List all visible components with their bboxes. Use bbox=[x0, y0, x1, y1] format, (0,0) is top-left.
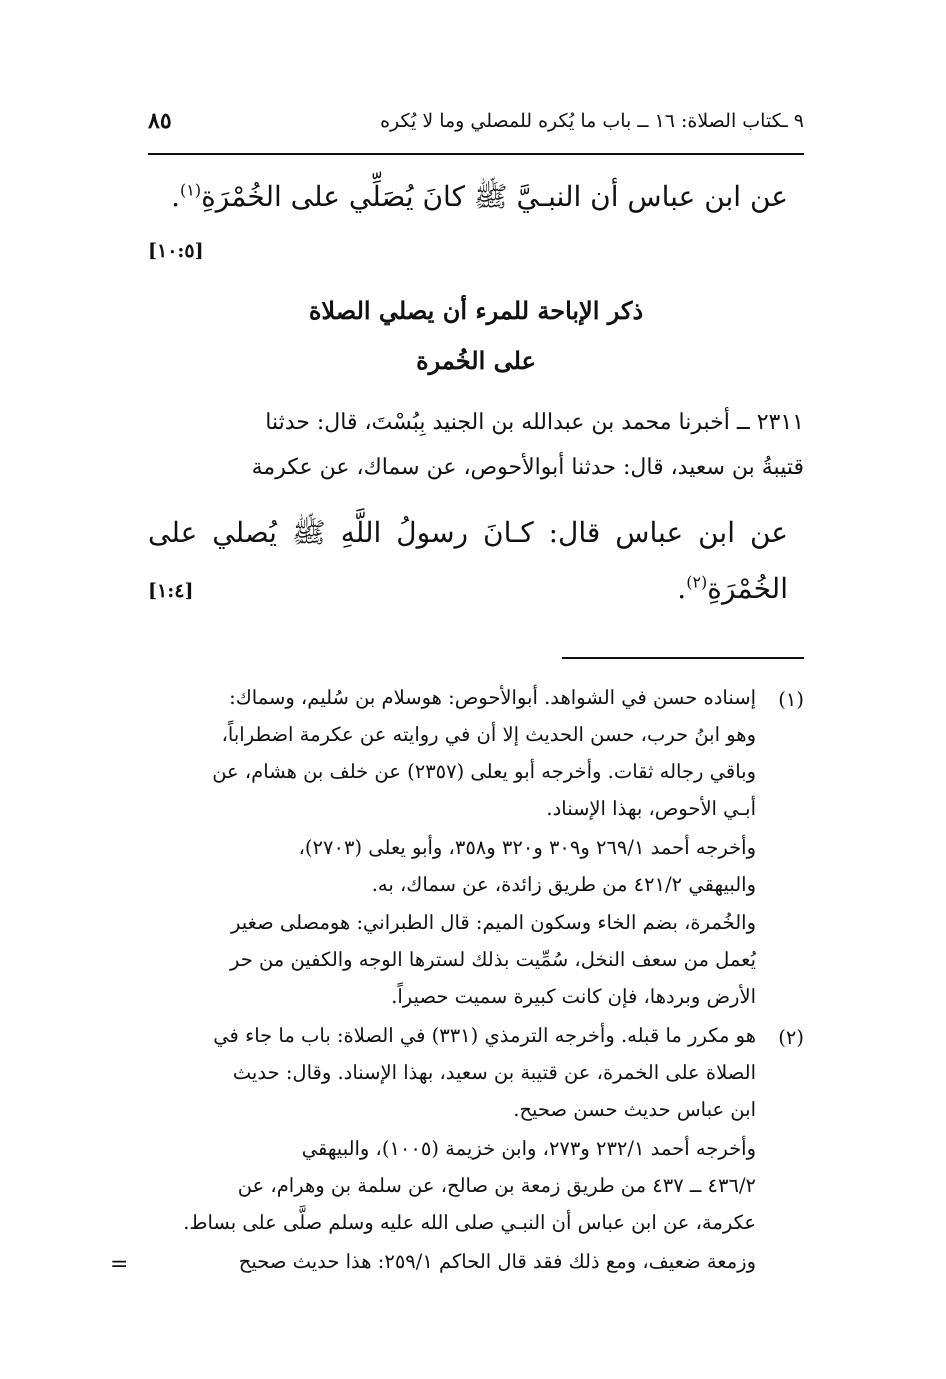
footnote-1-line-5: وأخرجه أحمد ٢٦٩/١ و٣٠٩ و٣٢٠ و٣٥٨، وأبو يعلى (٢٧٠٣)، bbox=[298, 836, 756, 859]
isnad-line-2: قتيبةُ بن سعيد، قال: حدثنا أبوالأحوص، عن سماك، عن عكرمة bbox=[251, 455, 804, 480]
footnote-1-mark: (١) bbox=[778, 688, 804, 711]
isnad-line-1: ٢٣١١ ــ أخبرنا محمد بن عبدالله بن الجنيد بِبُسْتَ، قال: حدثنا bbox=[265, 410, 804, 435]
footnote-1-line-1: إسناده حسن في الشواهد. أبوالأحوص: هوسلام بن سُليم، وسماك: bbox=[229, 686, 756, 709]
footnote-2-line-7: وزمعة ضعيف، ومع ذلك فقد قال الحاكم ٢٥٩/١: هذا حديث صحيح bbox=[238, 1250, 756, 1273]
footnote-ref-1: (١) bbox=[180, 180, 202, 200]
footnote-1-line-9: الأرض وبردها، فإن كانت كبيرة سميت حصيراً. bbox=[391, 985, 756, 1008]
footnote-2-line-5: ٤٣٦/٢ ــ ٤٣٧ من طريق زمعة بن صالح، عن سلمة بن وهرام، عن bbox=[237, 1174, 756, 1197]
matn-end: . bbox=[677, 572, 687, 605]
footnote-1-line-7: والخُمرة، بضم الخاء وسكون الميم: قال الطبراني: هومصلى صغير bbox=[231, 911, 756, 934]
running-header bbox=[148, 108, 804, 148]
previous-hadith-reference: [١٠:٥] bbox=[148, 240, 204, 262]
page-number: ٨٥ bbox=[148, 108, 172, 134]
footnote-2-line-1: هو مكرر ما قبله. وأخرجه الترمذي (٣٣١) في الصلاة: باب ما جاء في bbox=[213, 1024, 756, 1047]
footnote-separator bbox=[562, 657, 804, 659]
footnote-1-line-8: يُعمل من سعف النخل، سُمِّيت بذلك لسترها الوجه والكفين من حر bbox=[229, 948, 756, 971]
matn-line-2-text: الخُمْرَةِ bbox=[707, 572, 788, 605]
footnote-ref-2: (٢) bbox=[686, 572, 708, 592]
running-title: ٩ ـكتاب الصلاة: ١٦ ــ باب ما يُكره للمصلي وما لا يُكره bbox=[380, 110, 804, 132]
matn-line-2 bbox=[148, 572, 788, 605]
footnote-1-line-6: والبيهقي ٤٢١/٢ من طريق زائدة، عن سماك، به. bbox=[371, 873, 756, 896]
footnote-2-line-2: الصلاة على الخمرة، عن قتيبة بن سعيد، بهذا الإسناد. وقال: حديث bbox=[232, 1061, 756, 1084]
footnote-2-mark: (٢) bbox=[778, 1026, 804, 1049]
matn-line-1: عن ابن عباس قال: كـانَ رسولُ اللَّهِ ﷺ يُصلي على bbox=[148, 516, 788, 549]
section-title-line-1: ذكر الإباحة للمرء أن يصلي الصلاة bbox=[308, 296, 644, 325]
footnote-1-line-3: وباقي رجاله ثقات. وأخرجه أبو يعلى (٢٣٥٧) عن خلف بن هشام، عن bbox=[212, 760, 756, 783]
footnote-1-line-4: أبـي الأحوص، بهذا الإسناد. bbox=[546, 797, 756, 820]
previous-hadith-end: . bbox=[171, 180, 180, 213]
previous-hadith-body: عن ابن عباس أن النبـيَّ ﷺ كانَ يُصَلِّي على الخُمْرَةِ bbox=[201, 180, 788, 213]
section-title-line-2: على الخُمرة bbox=[416, 346, 536, 375]
footnote-1-line-2: وهو ابنُ حرب، حسن الحديث إلا أن في روايته عن عكرمة اضطراباً، bbox=[221, 723, 756, 746]
previous-hadith-text bbox=[148, 180, 788, 220]
footnote-2-line-3: ابن عباس حديث حسن صحيح. bbox=[513, 1098, 756, 1121]
header-rule bbox=[148, 153, 804, 155]
continuation-mark: = bbox=[110, 1252, 129, 1277]
hadith-reference: [١:٤] bbox=[148, 580, 194, 602]
footnote-2-line-4: وأخرجه أحمد ٢٣٢/١ و٢٧٣، وابن خزيمة (١٠٠٥)، والبيهقي bbox=[301, 1137, 756, 1160]
footnote-2-line-6: عكرمة، عن ابن عباس أن النبـي صلى الله عليه وسلم صلَّى على بساط. bbox=[183, 1211, 756, 1234]
